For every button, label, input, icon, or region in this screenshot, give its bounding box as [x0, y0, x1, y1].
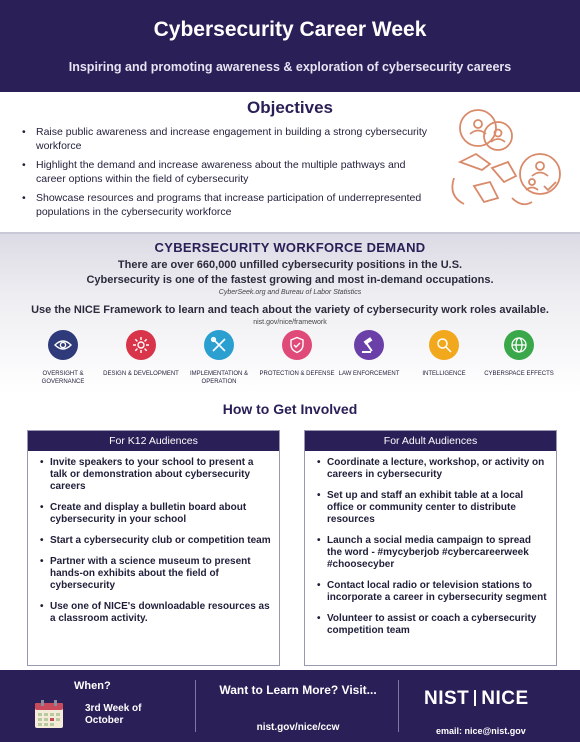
- footer-divider: [195, 680, 196, 732]
- role-label: PROTECTION & DEFENSE: [259, 371, 335, 377]
- nist-logo-text: NIST: [424, 688, 470, 709]
- workforce-demand-section: [0, 232, 580, 394]
- k12-card-title: For K12 Audiences: [28, 431, 279, 451]
- role-label: INTELLIGENCE: [422, 371, 466, 377]
- eye-icon: [48, 330, 78, 360]
- learn-more-title: Want to Learn More? Visit...: [219, 683, 377, 697]
- role-intelligence: [406, 330, 482, 378]
- work-roles-row: [0, 330, 580, 396]
- k12-audiences-card: [27, 430, 280, 666]
- role-label: OVERSIGHT & GOVERNANCE: [41, 371, 85, 385]
- contact-email[interactable]: email: nice@nist.gov: [436, 726, 526, 736]
- list-item: • Contact local radio or television stations to incorporate a career in cybersecurity segment: [317, 580, 548, 604]
- involved-title: How to Get Involved: [222, 401, 358, 417]
- adult-card-title: For Adult Audiences: [305, 431, 556, 451]
- collaboration-illustration-icon: [440, 102, 568, 226]
- demand-title: CYBERSECURITY WORKFORCE DEMAND: [154, 240, 426, 255]
- objective-item: • Raise public awareness and increase engagement in building a strong cybersecurity workforce: [22, 126, 432, 153]
- objectives-section: [0, 92, 580, 230]
- list-item: • Start a cybersecurity club or competition team: [40, 535, 271, 547]
- list-item: • Coordinate a lecture, workshop, or activity on careers in cybersecurity: [317, 457, 548, 481]
- list-item: • Volunteer to assist or coach a cybersecurity competition team: [317, 613, 548, 637]
- when-value: 3rd Week of October: [85, 703, 142, 726]
- nice-logo-text: NICE: [481, 688, 529, 709]
- role-cyberspace-effects: [481, 330, 557, 378]
- role-law-enforcement: [331, 330, 407, 378]
- magnifier-icon: [429, 330, 459, 360]
- demand-line-1: There are over 660,000 unfilled cybersecurity positions in the U.S.: [117, 259, 463, 271]
- objective-item: • Highlight the demand and increase awareness about the multiple pathways and career options within the field of cybersecurity: [22, 159, 432, 186]
- learn-more-link[interactable]: nist.gov/nice/ccw: [256, 722, 340, 733]
- page-title: Cybersecurity Career Week: [153, 18, 427, 41]
- globe-icon: [504, 330, 534, 360]
- role-design-development: [103, 330, 179, 378]
- role-label: IMPLEMENTATION & OPERATION: [189, 371, 249, 385]
- role-label: LAW ENFORCEMENT: [338, 371, 400, 377]
- list-item: • Invite speakers to your school to present a talk or demonstration about cybersecurity careers: [40, 457, 271, 493]
- list-item: • Launch a social media campaign to spread the word - #mycyberjob #cybercareerweek #choosecyber: [317, 535, 548, 571]
- k12-list: [28, 451, 279, 625]
- list-item: • Set up and staff an exhibit table at a local office or community center to distribute resources: [317, 490, 548, 526]
- role-label: CYBERSPACE EFFECTS: [484, 371, 554, 377]
- footer-banner: [0, 670, 580, 742]
- gear-icon: [126, 330, 156, 360]
- page-subtitle: Inspiring and promoting awareness & exploration of cybersecurity careers: [68, 60, 512, 74]
- shield-icon: [282, 330, 312, 360]
- gavel-icon: [354, 330, 384, 360]
- role-protection-defense: [259, 330, 335, 378]
- demand-source: CyberSeek.org and Bureau of Labor Statistics: [218, 289, 362, 296]
- nist-nice-logo: [424, 688, 529, 710]
- demand-line-2: Cybersecurity is one of the fastest growing and most in-demand occupations.: [86, 274, 494, 286]
- role-label: DESIGN & DEVELOPMENT: [103, 371, 179, 377]
- footer-divider: [398, 680, 399, 732]
- header-banner: [0, 0, 580, 92]
- objectives-list: [22, 126, 432, 225]
- list-item: • Create and display a bulletin board about cybersecurity in your school: [40, 502, 271, 526]
- adult-list: [305, 451, 556, 637]
- when-label: When?: [74, 680, 111, 692]
- list-item: • Partner with a science museum to present hands-on exhibits about the field of cybersecurity: [40, 556, 271, 592]
- list-item: • Use one of NICE's downloadable resources as a classroom activity.: [40, 601, 271, 625]
- calendar-icon: [33, 698, 65, 730]
- role-implementation-operation: [181, 330, 257, 386]
- objective-item: • Showcase resources and programs that increase participation of underrepresented populations in the cybersecurity workforce: [22, 192, 432, 219]
- nice-framework-url: nist.gov/nice/framework: [253, 319, 327, 326]
- tools-icon: [204, 330, 234, 360]
- role-oversight-governance: [25, 330, 101, 386]
- adult-audiences-card: [304, 430, 557, 666]
- nice-framework-line: Use the NICE Framework to learn and teach about the variety of cybersecurity work roles available.: [31, 304, 549, 316]
- objectives-title: Objectives: [247, 98, 333, 117]
